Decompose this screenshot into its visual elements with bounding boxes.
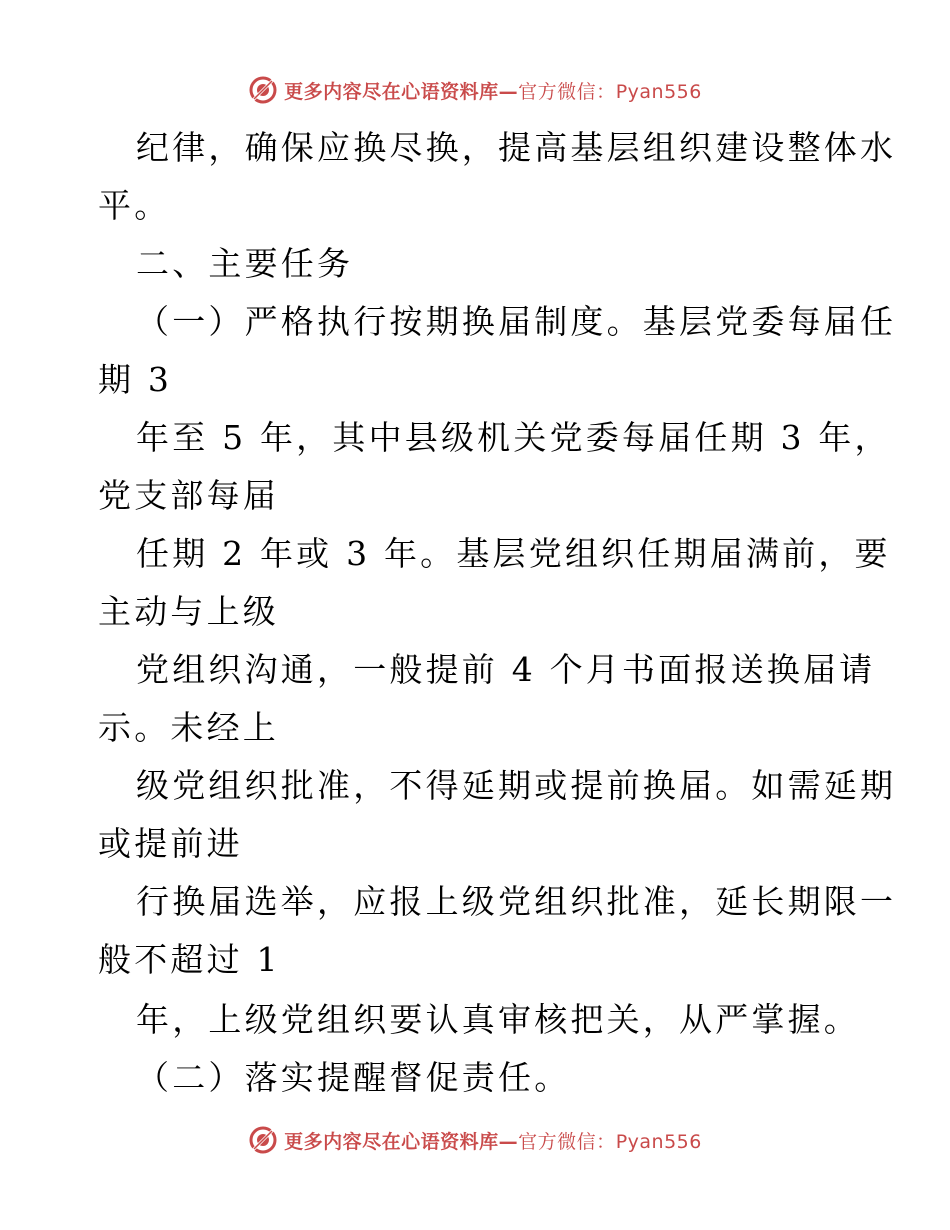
text-line: 任期 2 年或 3 年。基层党组织任期届满前，要: [136, 534, 891, 573]
text-line: 平。: [98, 186, 171, 225]
watermark-dash: —: [498, 1130, 519, 1153]
text-line: 党支部每届: [98, 476, 279, 515]
text-line: 般不超过 1: [98, 940, 281, 979]
footer-watermark: [0, 1120, 950, 1160]
watermark-wechat-id: Pyan556: [615, 80, 702, 103]
subsection-heading: （二）落实提醒督促责任。: [136, 1058, 571, 1097]
text-line: 年至 5 年，其中县级机关党委每届任期 3 年，: [136, 418, 891, 457]
quill-seal-icon: [248, 1125, 278, 1155]
text-line: 行换届选举，应报上级党组织批准，延长期限一: [136, 882, 897, 921]
text-line: 年，上级党组织要认真审核把关，从严掌握。: [136, 1000, 860, 1039]
watermark-wechat-label: 官方微信：: [518, 1130, 616, 1153]
text-line: 或提前进: [98, 824, 243, 863]
watermark-wechat-label: 官方微信：: [518, 80, 616, 103]
text-line: 主动与上级: [98, 592, 279, 631]
section-heading: 二、主要任务: [136, 244, 354, 283]
text-line: 党组织沟通，一般提前 4 个月书面报送换届请: [136, 650, 876, 689]
watermark-site-text: 更多内容尽在心语资料库: [284, 1130, 499, 1153]
text-line: 示。未经上: [98, 708, 279, 747]
text-line: 纪律，确保应换尽换，提高基层组织建设整体水: [136, 128, 897, 167]
watermark-text: [284, 1127, 702, 1154]
text-line: 级党组织批准，不得延期或提前换届。如需延期: [136, 766, 897, 805]
watermark-wechat-id: Pyan556: [615, 1130, 702, 1153]
text-line: （一）严格执行按期换届制度。基层党委每届任: [136, 302, 897, 341]
watermark-dash: —: [498, 80, 519, 103]
watermark-site-text: 更多内容尽在心语资料库: [284, 80, 499, 103]
text-line: 期 3: [98, 360, 173, 399]
